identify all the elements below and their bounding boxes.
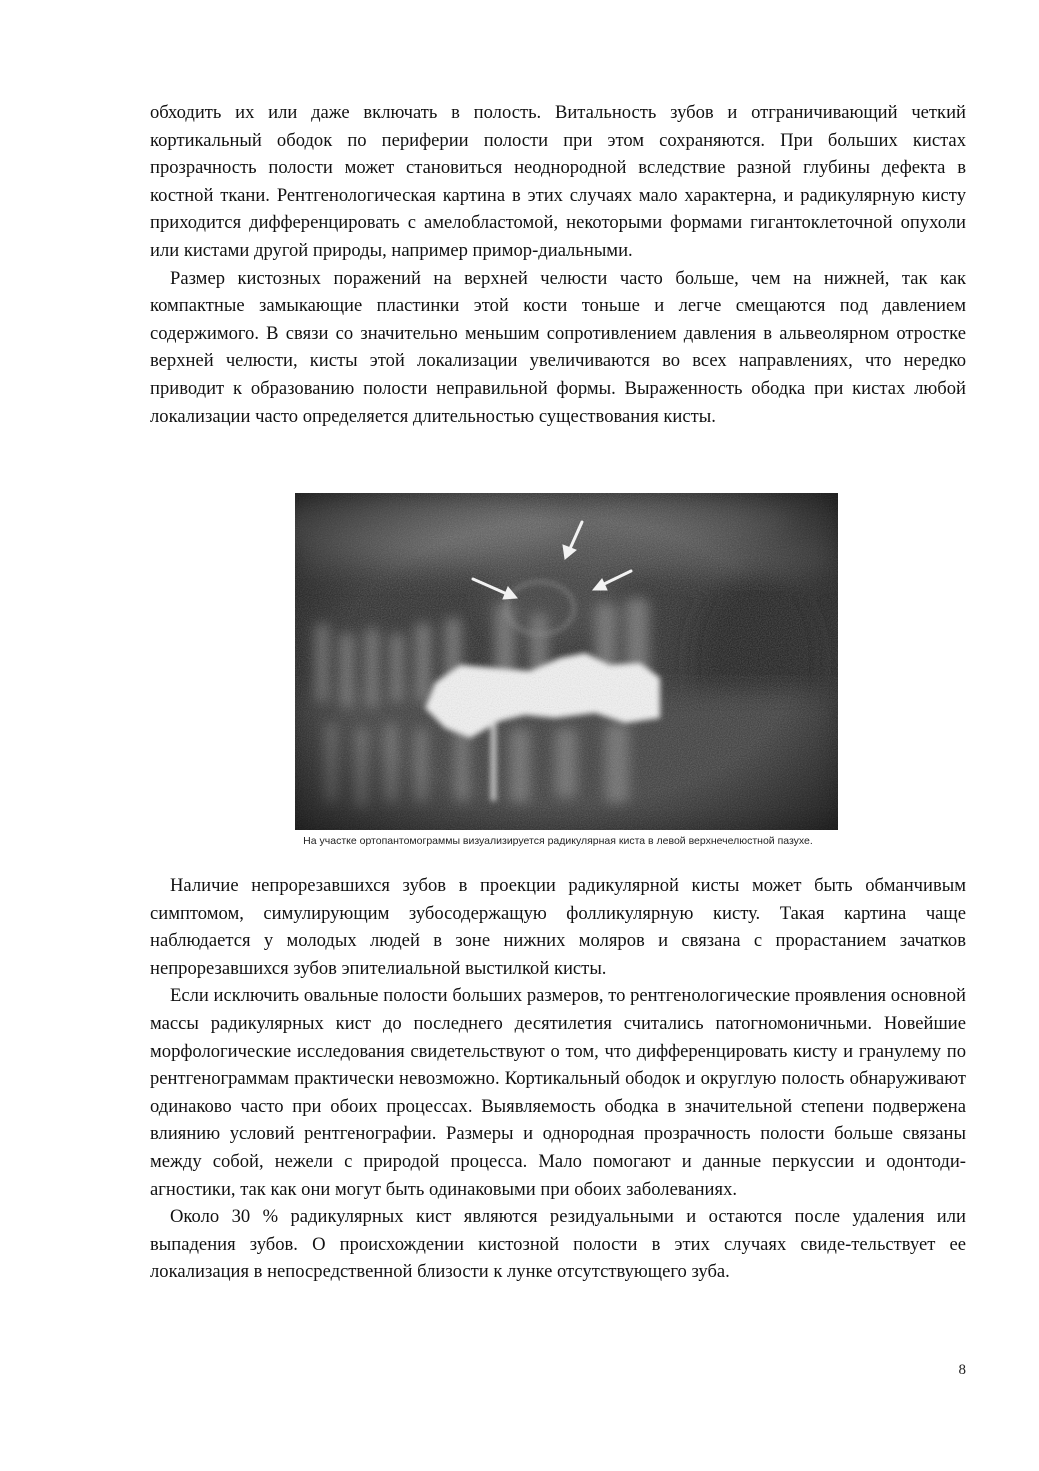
page-number: 8	[958, 1362, 966, 1378]
vignette	[295, 493, 838, 830]
text-block-top	[150, 99, 966, 430]
paragraph-differentiation: Если исключить овальные полости больших размеров, то рентгенологические проявления основной массы радикулярных кист до последнего десятилетия считались патогномоничньми. Новейшие морфологические исследования свидетельствуют о том, что дифференцировать кисту и гранулему по рентгенограммам практически невозможно. Кортикальный ободок и округлую полость обнаруживают одинаково часто при обоих процессах. Выявляемость ободка в значительной степени подвержена влиянию условий рентгенографии. Размеры и однородная прозрачность полости больше связаны между собой, нежели с природой процесса. Мало помогают и данные перкуссии и одонтоди-агностики, так как они могут быть одинаковыми при обоих заболеваниях.	[150, 985, 966, 1200]
text-block-bottom	[150, 872, 966, 1286]
paragraph-continuation: обходить их или даже включать в полость. Витальность зубов и отграничивающий четкий кортикальный ободок по периферии полости при этом сохраняются. При больших кистах прозрачность полости может становиться неоднородной вследствие разной глубины дефекта в костной ткани. Рентгенологическая картина в этих случаях мало характерна, и радикулярную кисту приходится дифференцировать с амелобластомой, некоторыми формами гигантоклеточной опухоли или кистами другой природы, например примор-диальными.	[150, 102, 966, 261]
paragraph-residual-cysts: Около 30 % радикулярных кист являются резидуальными и остаются после удаления или выпадения зубов. О происхождении кистозной полости в этих случаях свиде-тельствует ее локализация в непосредственной близости к лунке отсутствующего зуба.	[150, 1206, 966, 1283]
figure-caption: На участке ортопантомограммы визуализируется радикулярная киста в левой верхнечелюстной пазухе.	[303, 835, 813, 847]
xray-figure	[295, 493, 838, 830]
paragraph-unerupted-teeth: Наличие непрорезавшихся зубов в проекции радикулярной кисты может быть обманчивым симптомом, симулирующим зубосодержащую фолликулярную кисту. Такая картина чаще наблюдается у молодых людей в зоне нижних моляров и связана с прорастанием зачатков непрорезавшихся зубов эпителиальной выстилкой кисты.	[150, 875, 966, 979]
paragraph-cyst-size: Размер кистозных поражений на верхней челюсти часто больше, чем на нижней, так как компактные замыкающие пластинки этой кости тоньше и легче смещаются под давлением содержимого. В связи со значительно меньшим сопротивлением давления в альвеолярном отростке верхней челюсти, кисты этой локализации увеличиваются во всех направлениях, что нередко приводит к образованию полости неправильной формы. Выраженность ободка при кистах любой локализации часто определяется длительностью существования кисты.	[150, 267, 966, 427]
